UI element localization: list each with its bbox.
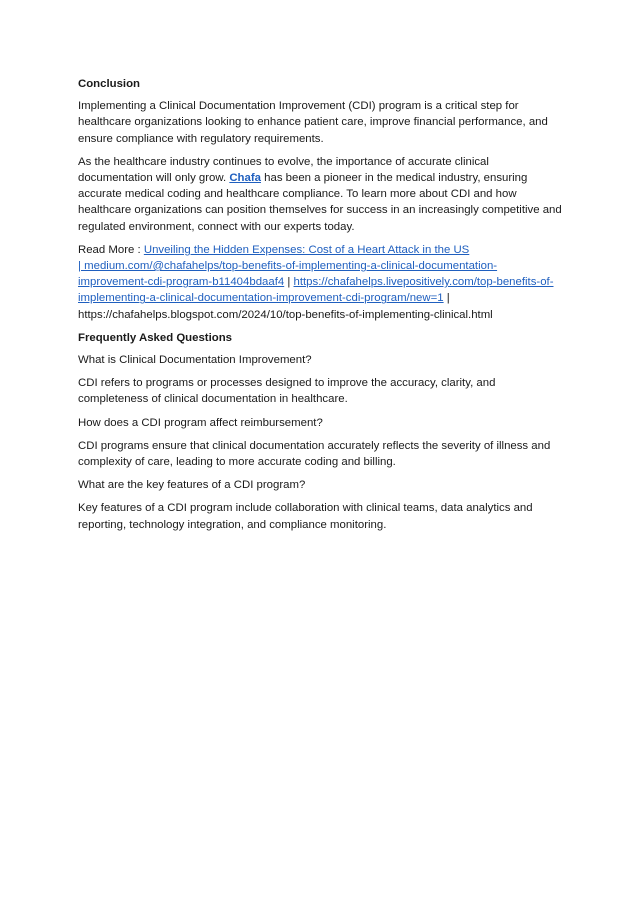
link-separator: | — [443, 292, 450, 305]
faq-answer-1: CDI refers to programs or processes designed to improve the accuracy, clarity, and completeness of clinical documentation in healthcare. — [78, 377, 496, 406]
document-page — [78, 76, 562, 540]
faq-question-2: How does a CDI program affect reimbursement? — [78, 416, 323, 429]
faq-answer-3: Key features of a CDI program include collaboration with clinical teams, data analytics and reporting, technology integration, and compliance monitoring. — [78, 502, 533, 531]
faq-heading: Frequently Asked Questions — [78, 331, 233, 344]
livepositively-article-link[interactable]: https://chafahelps.livepositively.com/top-benefits-of-implementing-a-clinical-documentation-improvement-cdi-program/new=1 — [78, 276, 554, 305]
link-separator: | — [284, 276, 294, 289]
paragraph-text: As the healthcare industry continues to evolve, the importance of accurate clinical documentation will only grow. — [78, 155, 489, 185]
conclusion-heading: Conclusion — [78, 78, 141, 90]
blogspot-url-text: https://chafahelps.blogspot.com/2024/10/top-benefits-of-implementing-clinical.html — [78, 308, 493, 321]
conclusion-paragraph-1: Implementing a Clinical Documentation Improvement (CDI) program is a critical step for healthcare organizations looking to enhance patient care, improve financial performance, and ensure compliance with regulatory requirements. — [78, 100, 548, 145]
read-more-paragraph — [78, 242, 562, 323]
faq-answer-2: CDI programs ensure that clinical documentation accurately reflects the severity of illness and complexity of care, leading to more accurate coding and billing. — [78, 439, 551, 469]
faq-question-1: What is Clinical Documentation Improvement? — [78, 354, 312, 367]
conclusion-paragraph-2 — [78, 154, 562, 235]
paragraph-text: has been a pioneer in the medical industry, ensuring accurate medical coding and healthcare compliance. To learn more about CDI and how healthcare organizations can position themselves for success in an increasingly competitive and regulated environment, connect with our experts today. — [78, 172, 562, 233]
faq-question-3: What are the key features of a CDI program? — [78, 479, 306, 492]
read-more-label: Read More : — [78, 243, 144, 256]
chafa-brand-link[interactable]: Chafa — [229, 172, 261, 185]
heart-attack-cost-link[interactable]: Unveiling the Hidden Expenses: Cost of a Heart Attack in the US — [143, 243, 470, 256]
medium-article-link[interactable]: | medium.com/@chafahelps/top-benefits-of-implementing-a-clinical-documentation-improvement-cdi-program-b11404bdaaf4 — [78, 260, 498, 289]
